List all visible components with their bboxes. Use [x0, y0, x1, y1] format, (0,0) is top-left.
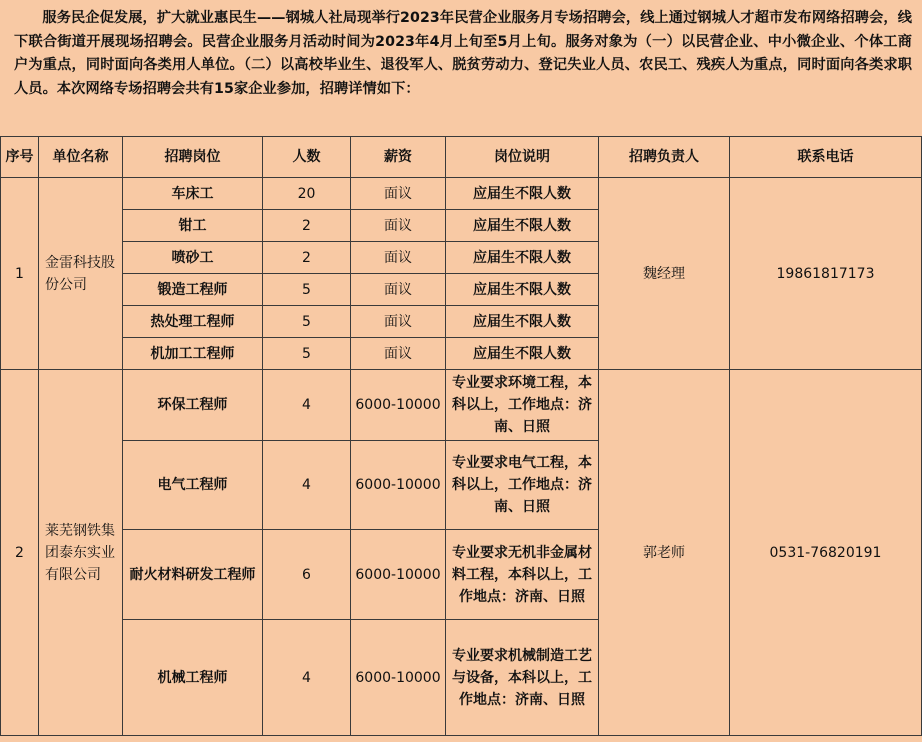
job-position: 机械工程师 — [123, 620, 263, 736]
job-position: 热处理工程师 — [123, 306, 263, 338]
header-description: 岗位说明 — [446, 137, 599, 178]
job-salary: 面议 — [351, 338, 446, 370]
job-count: 5 — [263, 306, 351, 338]
company-name: 金雷科技股份公司 — [39, 178, 123, 370]
job-count: 6 — [263, 530, 351, 620]
job-salary: 6000-10000 — [351, 530, 446, 620]
job-position: 喷砂工 — [123, 242, 263, 274]
job-position: 机加工工程师 — [123, 338, 263, 370]
job-description: 专业要求电气工程，本科以上，工作地点：济南、日照 — [446, 441, 599, 530]
job-description: 应届生不限人数 — [446, 210, 599, 242]
job-salary: 6000-10000 — [351, 441, 446, 530]
job-description: 专业要求环境工程，本科以上，工作地点：济南、日照 — [446, 370, 599, 441]
job-count: 20 — [263, 178, 351, 210]
job-salary: 面议 — [351, 306, 446, 338]
job-count: 2 — [263, 210, 351, 242]
header-contact-person: 招聘负责人 — [599, 137, 730, 178]
contact-person: 郭老师 — [599, 370, 730, 736]
job-count: 4 — [263, 441, 351, 530]
job-description: 应届生不限人数 — [446, 274, 599, 306]
header-position: 招聘岗位 — [123, 137, 263, 178]
job-count: 5 — [263, 338, 351, 370]
header-phone: 联系电话 — [730, 137, 922, 178]
job-position: 钳工 — [123, 210, 263, 242]
header-salary: 薪资 — [351, 137, 446, 178]
job-description: 应届生不限人数 — [446, 338, 599, 370]
job-description: 应届生不限人数 — [446, 306, 599, 338]
contact-person: 魏经理 — [599, 178, 730, 370]
job-count: 5 — [263, 274, 351, 306]
job-count: 4 — [263, 370, 351, 441]
job-position: 环保工程师 — [123, 370, 263, 441]
job-count: 4 — [263, 620, 351, 736]
header-count: 人数 — [263, 137, 351, 178]
job-salary: 6000-10000 — [351, 620, 446, 736]
row-no: 2 — [1, 370, 39, 736]
job-salary: 面议 — [351, 274, 446, 306]
job-salary: 面议 — [351, 210, 446, 242]
contact-phone: 19861817173 — [730, 178, 922, 370]
job-description: 专业要求无机非金属材料工程，本科以上，工作地点：济南、日照 — [446, 530, 599, 620]
company-name: 莱芜钢铁集团泰东实业有限公司 — [39, 370, 123, 736]
intro-paragraph: 服务民企促发展，扩大就业惠民生——钢城人社局现举行2023年民营企业服务月专场招聘会，线上通过钢城人才超市发布网络招聘会，线下联合街道开展现场招聘会。民营企业服务月活动时间为2023年4月上旬至5月上旬。服务对象为（一）以民营企业、中小微企业、个体工商户为重点，同时面向各类用人单位。（二）以高校毕业生、退役军人、脱贫劳动力、登记失业人员、农民工、残疾人为重点，同时面向各类求职人员。本次网络专场招聘会共有15家企业参加，招聘详情如下： — [14, 10, 912, 97]
job-position: 耐火材料研发工程师 — [123, 530, 263, 620]
header-unit: 单位名称 — [39, 137, 123, 178]
job-position: 车床工 — [123, 178, 263, 210]
job-salary: 面议 — [351, 242, 446, 274]
job-salary: 6000-10000 — [351, 370, 446, 441]
job-description: 应届生不限人数 — [446, 242, 599, 274]
table-header-row — [1, 137, 922, 178]
table-row — [1, 178, 922, 210]
header-no: 序号 — [1, 137, 39, 178]
row-no: 1 — [1, 178, 39, 370]
job-position: 电气工程师 — [123, 441, 263, 530]
job-salary: 面议 — [351, 178, 446, 210]
job-description: 应届生不限人数 — [446, 178, 599, 210]
recruitment-table — [0, 136, 922, 736]
job-count: 2 — [263, 242, 351, 274]
job-position: 锻造工程师 — [123, 274, 263, 306]
contact-phone: 0531-76820191 — [730, 370, 922, 736]
job-description: 专业要求机械制造工艺与设备，本科以上，工作地点：济南、日照 — [446, 620, 599, 736]
table-row — [1, 370, 922, 441]
